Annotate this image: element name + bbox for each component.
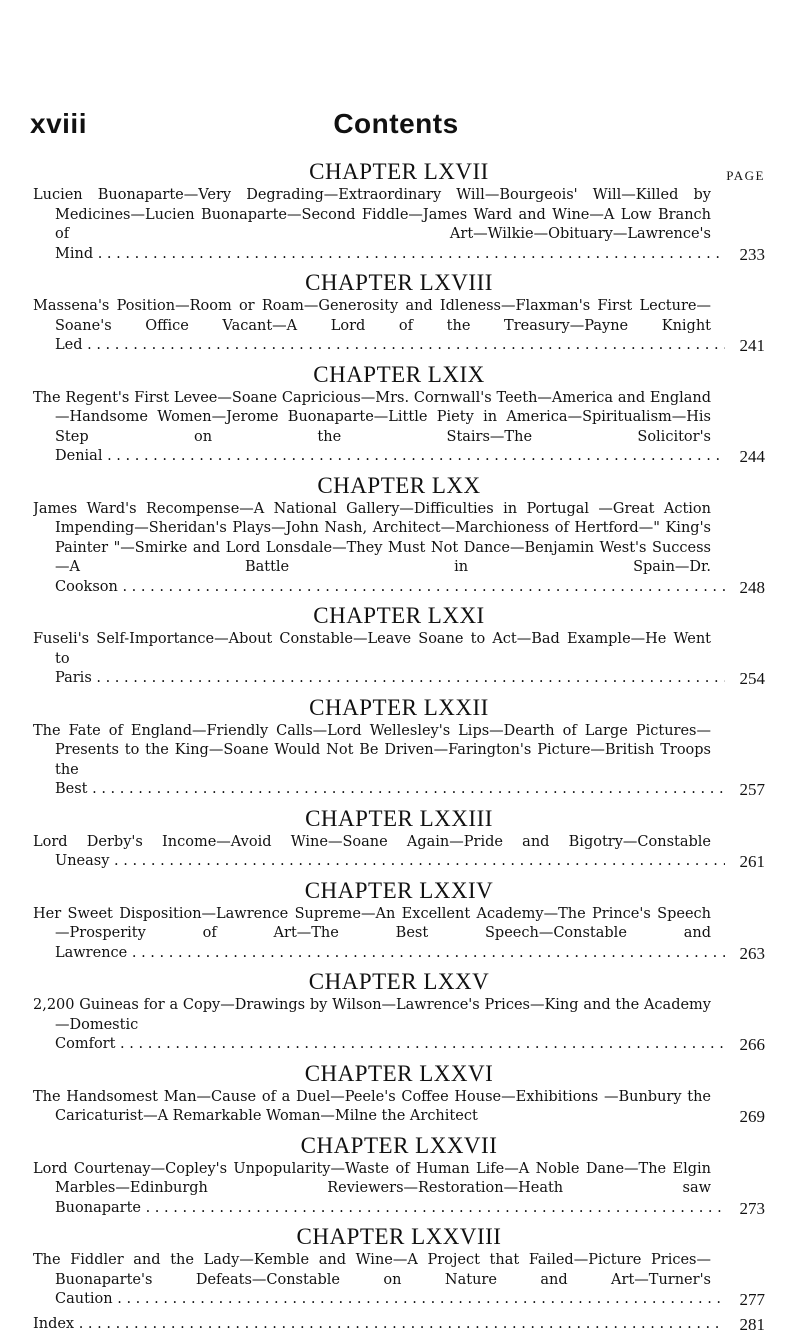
chapter-summary-row [33,297,765,356]
chapter-summary: James Ward's Recompense—A National Gallery—Difficulties in Portugal —Great Action Impending—Sheridan's Plays—John Nash, Architect—Marchioness of Hertford—" King's Painter "—Smirke and Lord Lonsdale—They Must Not Dance—Benjamin West's Success—A Battle in Spain—Dr. Cookson . . . [33,500,725,598]
chapter-summary: The Regent's First Levee—Soane Capricious—Mrs. Cornwall's Teeth—America and England—Handsome Women—Jerome Buonaparte—Little Piety in America—Spiritualism—His Step on the Stairs—The Solicitor's Denial . . . [33,389,725,467]
chapter-summary: Lord Courtenay—Copley's Unpopularity—Waste of Human Life—A Noble Dane—The Elgin Marbles—Edinburgh Reviewers—Restoration—Heath saw Buonaparte . . . [33,1160,725,1219]
chapter-entry [33,1060,765,1127]
chapter-heading [33,1132,765,1160]
chapter-heading-text: CHAPTER LXXI [313,603,484,628]
chapter-heading-text: CHAPTER LXIX [313,362,484,387]
chapter-summary-row [33,996,765,1055]
chapter-page-number: 273 [725,1199,765,1219]
chapter-summary-row [33,389,765,467]
chapter-page-number: 277 [725,1290,765,1310]
chapter-entry [33,158,765,264]
chapter-heading-text: CHAPTER LXX [317,473,480,498]
chapter-list [33,158,765,1310]
chapter-summary-row [33,1251,765,1310]
chapter-heading-text: CHAPTER LXXVIII [297,1224,502,1249]
chapter-page-number: 233 [725,245,765,265]
chapter-entry [33,472,765,598]
chapter-entry [33,1223,765,1310]
chapter-summary: Lord Derby's Income—Avoid Wine—Soane Again—Pride and Bigotry—Constable Uneasy . . . [33,833,725,872]
chapter-heading-text: CHAPTER LXXII [309,695,489,720]
chapter-summary: Her Sweet Disposition—Lawrence Supreme—An Excellent Academy—The Prince's Speech—Prosperity of Art—The Best Speech—Constable and Lawrence . . . [33,905,725,964]
chapter-summary-row [33,630,765,689]
chapter-summary: The Fate of England—Friendly Calls—Lord Wellesley's Lips—Dearth of Large Pictures—Presents to the King—Soane Would Not Be Driven—Farington's Picture—British Troops the Best . . . [33,722,725,800]
chapter-heading [33,158,765,186]
chapter-summary-row [33,500,765,598]
page-title: Contents [30,108,762,140]
chapter-entry [33,805,765,872]
chapter-heading [33,1060,765,1088]
page-header [30,108,762,144]
chapter-entry [33,269,765,356]
chapter-heading [33,361,765,389]
chapter-heading [33,1223,765,1251]
chapter-page-number: 248 [725,578,765,598]
chapter-summary-row [33,186,765,264]
chapter-page-number: 269 [725,1107,765,1127]
chapter-page-number: 244 [725,447,765,467]
chapter-page-number: 266 [725,1035,765,1055]
chapter-summary: Massena's Position—Room or Roam—Generosity and Idleness—Flaxman's First Lecture—Soane's Office Vacant—A Lord of the Treasury—Payne Knight Led . . . [33,297,725,356]
chapter-heading [33,694,765,722]
chapter-page-number: 241 [725,336,765,356]
chapter-entry [33,361,765,467]
chapter-heading-text: CHAPTER LXXIII [305,806,493,831]
chapter-heading [33,877,765,905]
chapter-heading-text: CHAPTER LXVIII [305,270,493,295]
table-of-contents [33,158,765,1334]
chapter-entry [33,1132,765,1219]
chapter-page-number: 263 [725,944,765,964]
chapter-entry [33,694,765,800]
chapter-summary: 2,200 Guineas for a Copy—Drawings by Wilson—Lawrence's Prices—King and the Academy—Domestic Comfort . . . [33,996,725,1055]
chapter-heading [33,269,765,297]
chapter-entry [33,877,765,964]
chapter-summary: Fuseli's Self-Importance—About Constable—Leave Soane to Act—Bad Example—He Went to Paris . . . [33,630,725,689]
chapter-heading-text: CHAPTER LXVII [309,159,489,184]
chapter-entry [33,968,765,1055]
chapter-page-number: 261 [725,852,765,872]
index-label: Index . . . [33,1315,725,1334]
chapter-heading-text: CHAPTER LXXV [309,969,489,994]
chapter-summary-row [33,1160,765,1219]
page-column-label: PAGE [726,162,765,190]
page-number: xviii [30,108,87,140]
chapter-heading-text: CHAPTER LXXIV [305,878,494,903]
index-entry [33,1315,765,1334]
chapter-page-number: 257 [725,780,765,800]
chapter-heading-text: CHAPTER LXXVII [301,1133,498,1158]
chapter-heading [33,805,765,833]
chapter-summary-row [33,905,765,964]
index-page: 281 [725,1315,765,1334]
chapter-heading [33,968,765,996]
chapter-summary: The Handsomest Man—Cause of a Duel—Peele's Coffee House—Exhibitions —Bunbury the Caricaturist—A Remarkable Woman—Milne the Architect [33,1088,725,1127]
chapter-summary-row [33,833,765,872]
chapter-heading [33,472,765,500]
chapter-summary-row [33,722,765,800]
chapter-entry [33,602,765,689]
chapter-summary-row [33,1088,765,1127]
chapter-heading [33,602,765,630]
chapter-heading-text: CHAPTER LXXVI [305,1061,494,1086]
chapter-summary: The Fiddler and the Lady—Kemble and Wine—A Project that Failed—Picture Prices—Buonaparte's Defeats—Constable on Nature and Art—Turner's Caution . . . [33,1251,725,1310]
chapter-summary: Lucien Buonaparte—Very Degrading—Extraordinary Will—Bourgeois' Will—Killed by Medicines—Lucien Buonaparte—Second Fiddle—James Ward and Wine—A Low Branch of Art—Wilkie—Obituary—Lawrence's Mind . . . [33,186,725,264]
chapter-page-number: 254 [725,669,765,689]
